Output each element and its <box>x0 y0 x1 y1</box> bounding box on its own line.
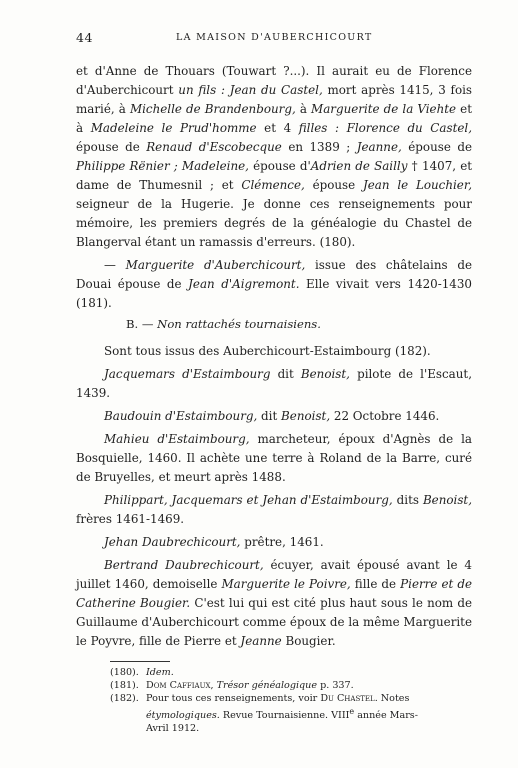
text-run: année Mars-Avril 1912. <box>146 710 418 735</box>
text-run: marcheteur, époux d'Agnès de la Bosquielle, 1460. Il achète une terre à Roland de la Barre, curé de Bruyelles, et meurt après 1488. <box>76 432 472 484</box>
text-run: Dom Caffiaux <box>146 680 211 691</box>
main-text <box>76 62 472 651</box>
text-run: et à <box>76 102 472 135</box>
text-run: frères 1461-1469. <box>76 512 185 526</box>
entry-jehan <box>76 533 472 552</box>
text-run: e <box>349 707 355 716</box>
text-run: Jean le Louchier, <box>362 178 472 192</box>
entry-jacquemars <box>76 365 472 403</box>
text-run: dits <box>392 493 423 507</box>
text-run: Renaud d'Escobecque <box>146 140 282 154</box>
text-run: filles : Florence du Castel, <box>298 121 472 135</box>
text-run: épouse de <box>76 140 147 154</box>
running-head <box>76 30 472 48</box>
entry-baudouin <box>76 407 472 426</box>
text-run: p. 337. <box>317 680 354 691</box>
text-run: Benoist, <box>281 409 331 423</box>
text-run: Jeanne <box>240 634 282 648</box>
paragraph-intro <box>76 342 472 361</box>
text-run: , <box>210 680 217 691</box>
footnote-text <box>146 667 174 678</box>
text-run: Philippe Rënier ; Madeleine, <box>76 159 249 173</box>
footnote <box>110 679 440 692</box>
text-run: mort après 1415, 3 fois marié, à <box>76 83 473 116</box>
entry-philippart <box>76 491 472 529</box>
text-run: Madeleine le Prud'homme <box>90 121 257 135</box>
footnotes <box>110 666 440 735</box>
text-run: Michelle de Brandenbourg, <box>129 102 296 116</box>
text-run: Bougier. <box>281 634 336 648</box>
text-run: Jehan Daubrechicourt, <box>104 535 241 549</box>
text-run: Idem. <box>146 667 174 678</box>
text-run: Jean d'Aigremont. <box>188 277 300 291</box>
text-run: Non rattachés tournaisiens. <box>157 317 321 331</box>
text-run: C'est lui qui est cité plus haut sous le nom de Guillaume d'Auberchicourt comme époux de la même Marguerite le Poyvre, fille de Pierre et <box>76 596 472 648</box>
paragraph-du-castel <box>76 62 472 252</box>
text-run: Sont tous issus des Auberchicourt-Estaimbourg (182). <box>104 344 431 358</box>
footnote-text <box>146 680 354 691</box>
text-run: étymologiques. <box>146 710 220 722</box>
text-run: Benoist, <box>300 367 350 381</box>
text-run: écuyer, avait épousé avant le 4 juillet 1460, demoiselle <box>76 558 473 591</box>
running-title: LA MAISON D'AUBERCHICOURT <box>176 32 373 43</box>
entry-bertrand <box>76 556 472 651</box>
footnote-separator <box>110 661 170 662</box>
text-run: et d'Anne de Thouars (Touwart ?...). Il aurait eu de Florence d'Auberchicourt <box>76 64 472 97</box>
text-run: épouse de <box>401 140 473 154</box>
text-run: Jacquemars d'Estaimbourg <box>104 367 271 381</box>
text-run: pilote de l'Escaut, 1439. <box>76 367 472 400</box>
footnote-text <box>146 693 418 734</box>
text-run: Trésor généalogique <box>216 680 318 691</box>
footnote-number: (181). <box>110 680 139 691</box>
text-run: . Notes <box>374 693 410 704</box>
text-run: 22 Octobre 1446. <box>330 409 440 423</box>
footnote <box>110 692 440 735</box>
text-run: — <box>104 258 126 272</box>
footnote-number: (182). <box>110 693 139 704</box>
text-run: issue des châtelains de Douai épouse de <box>76 258 473 291</box>
text-run: épouse <box>304 178 363 192</box>
footnote-number: (180). <box>110 667 139 678</box>
text-run: Du Chastel <box>320 693 375 704</box>
text-run: Jeanne, <box>356 140 402 154</box>
text-run: Bertrand Daubrechicourt, <box>104 558 264 572</box>
text-run: † 1407, et dame de Thumesnil ; et <box>76 159 473 192</box>
text-run: dit <box>270 367 301 381</box>
text-run: seigneur de la Hugerie. Je donne ces renseignements pour mémoire, les premiers degrés de la généalogie du Chastel de Blangerval étant un ramassis d'erreurs. (180). <box>76 197 472 249</box>
text-run: Clémence, <box>241 178 305 192</box>
text-run: Marguerite de la Viehte <box>311 102 457 116</box>
text-run: B. — <box>126 317 158 331</box>
text-run: Pour tous ces renseignements, voir <box>146 693 321 704</box>
text-run: Elle vivait vers 1420-1430 (181). <box>76 277 472 310</box>
text-run: Revue Tournaisienne. VIII <box>219 710 350 722</box>
text-run: et 4 <box>256 121 299 135</box>
footnote <box>110 666 440 679</box>
page-number: 44 <box>76 30 93 45</box>
text-run: en 1389 ; <box>281 140 357 154</box>
paragraph-marguerite-auberchicourt <box>76 256 472 313</box>
text-run: prêtre, 1461. <box>240 535 324 549</box>
text-run: Baudouin d'Estaimbourg, <box>104 409 258 423</box>
text-run: épouse d' <box>248 159 311 173</box>
text-run: Marguerite d'Auberchicourt, <box>125 258 306 272</box>
text-run: Mahieu d'Estaimbourg, <box>104 432 250 446</box>
text-run: Pierre et de Catherine Bougier. <box>76 577 472 610</box>
text-run: un fils : Jean du Castel, <box>178 83 323 97</box>
section-heading <box>76 315 472 334</box>
text-run: à <box>295 102 312 116</box>
text-run: Adrien de Sailly <box>310 159 408 173</box>
text-run: Philippart, Jacquemars et Jehan d'Estaimbourg, <box>104 493 393 507</box>
text-run: dit <box>257 409 282 423</box>
text-run: Benoist, <box>422 493 472 507</box>
entry-mahieu <box>76 430 472 487</box>
text-run: fille de <box>350 577 401 591</box>
text-run: Marguerite le Poivre, <box>221 577 351 591</box>
